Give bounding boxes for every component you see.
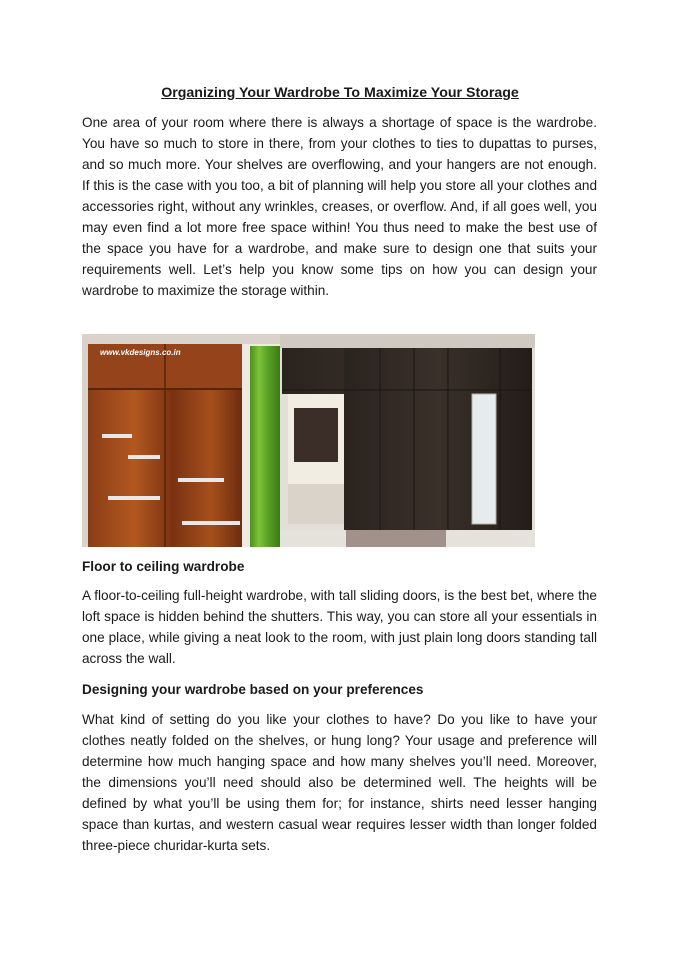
section-body-preferences: What kind of setting do you like your clothes to have? Do you like to have your clothes neatly folded on the shelves, or hung long? Your usage and preference will determine how much hanging space and how many shelves you’ll need. Moreover, the dimensions you’ll need should also be determined well. The heights will be defined by what you’ll be using them for; for instance, shirts need lesser hanging space than kurtas, and western casual wear requires lesser width than longer folded three-piece churidar-kurta sets. xyxy=(82,712,597,853)
section-heading-floor-to-ceiling: Floor to ceiling wardrobe xyxy=(82,559,245,574)
image-watermark: www.vkdesigns.co.in xyxy=(100,348,181,357)
wardrobe-photo xyxy=(82,334,535,547)
section-heading-preferences: Designing your wardrobe based on your preferences xyxy=(82,682,424,697)
intro-paragraph: One area of your room where there is always a shortage of space is the wardrobe. You have so much to store in there, from your clothes to ties to dupattas to purses, and so much more. Your shelves are overflowing, and your hangers are not enough. If this is the case with you too, a bit of planning will help you store all your clothes and accessories right, without any wrinkles, creases, or overflow. And, if all goes well, you may even find a lot more free space within! You thus need to make the best use of the space you have for a wardrobe, and make sure to design one that suits your requirements well. Let’s help you know some tips on how you can design your wardrobe to maximize the storage within. xyxy=(82,115,597,298)
page-title: Organizing Your Wardrobe To Maximize Your Storage xyxy=(161,85,519,101)
section-body-floor-to-ceiling: A floor-to-ceiling full-height wardrobe, with tall sliding doors, is the best bet, where the loft space is hidden behind the shutters. This way, you can store all your essentials in one place, while giving a neat look to the room, with just plain long doors standing tall across the wall. xyxy=(82,588,597,666)
